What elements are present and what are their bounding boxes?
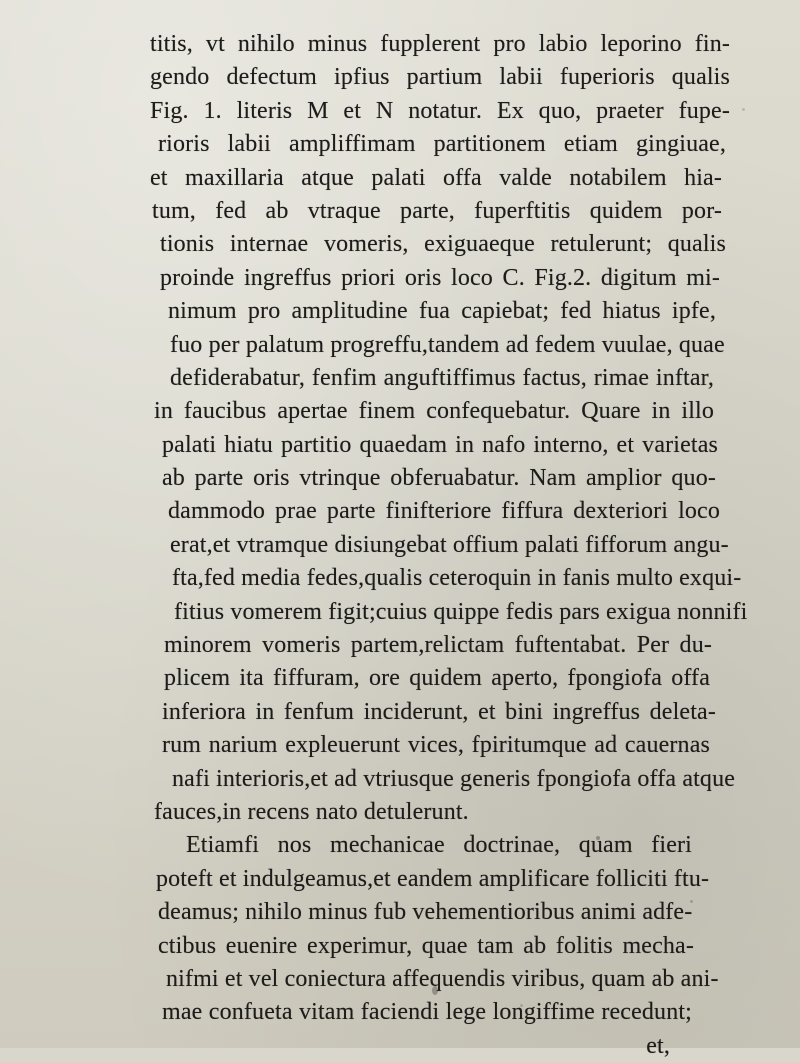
text-line: nafi interioris,et ad vtriusque generis fpongiofa offa atque	[172, 765, 736, 792]
text-line: et maxillaria atque palati offa valde notabilem hia-	[150, 164, 722, 191]
text-line: nimum pro amplitudine fua capiebat; fed hiatus ipfe,	[168, 298, 716, 325]
text-line: Fig. 1. literis M et N notatur. Ex quo, praeter fupe-	[150, 97, 730, 124]
text-line: rum narium expleuerunt vices, fpiritumque ad cauernas	[162, 732, 710, 759]
text-line: Etiamfi nos mechanicae doctrinae, quam fieri	[186, 832, 692, 859]
text-line: proinde ingreffus priori oris loco C. Fig.2. digitum mi-	[160, 264, 720, 291]
text-line: mae confueta vitam faciendi lege longiffime recedunt;	[162, 999, 692, 1026]
text-line: fuo per palatum progreffu,tandem ad fedem vuulae, quae	[170, 331, 725, 358]
text-line: tum, fed ab vtraque parte, fuperftitis quidem por-	[152, 197, 722, 224]
paper-speck	[520, 1004, 523, 1007]
text-line: minorem vomeris partem,relictam fuftentabat. Per du-	[164, 632, 712, 659]
text-line: inferiora in fenfum inciderunt, et bini ingreffus deleta-	[162, 698, 716, 725]
text-line: fta,fed media fedes,qualis ceteroquin in fanis multo exqui-	[172, 565, 742, 592]
paper-speck	[742, 108, 745, 111]
text-line: plicem ita fiffuram, ore quidem aperto, fpongiofa offa	[164, 665, 710, 692]
text-line: fauces,in recens nato detulerunt.	[154, 798, 469, 825]
text-line: fitius vomerem figit;cuius quippe fedis pars exigua nonnifi	[174, 598, 748, 625]
text-line: deamus; nihilo minus fub vehementioribus animi adfe-	[158, 899, 693, 926]
catchword: et,	[646, 1032, 670, 1059]
text-line: ab parte oris vtrinque obferuabatur. Nam amplior quo-	[162, 465, 716, 492]
text-line: tionis internae vomeris, exiguaeque retulerunt; qualis	[160, 231, 726, 258]
text-line: titis, vt nihilo minus fupplerent pro labio leporino fin-	[150, 31, 730, 57]
paper-speck	[690, 900, 693, 903]
text-line: gendo defectum ipfius partium labii fuperioris qualis	[150, 64, 730, 91]
paper-speck	[596, 836, 600, 840]
text-line: rioris labii ampliffimam partitionem etiam gingiuae,	[158, 131, 726, 158]
text-line: in faucibus apertae finem confequebatur. Quare in illo	[154, 398, 714, 425]
text-line: palati hiatu partitio quaedam in nafo interno, et varietas	[162, 431, 718, 458]
paper-speck	[432, 986, 438, 995]
text-line: ctibus euenire experimur, quae tam ab folitis mecha-	[158, 932, 694, 959]
text-line: poteft et indulgeamus,et eandem amplificare folliciti ftu-	[156, 865, 710, 892]
text-line: nifmi et vel coniectura affequendis viribus, quam ab ani-	[166, 965, 719, 992]
text-line: defiderabatur, fenfim anguftiffimus factus, rimae inftar,	[170, 364, 714, 391]
text-line: dammodo prae parte finifteriore fiffura dexteriori loco	[168, 498, 720, 525]
text-line: erat,et vtramque disiungebat offium palati fifforum angu-	[170, 531, 729, 558]
latin-text-body	[150, 28, 748, 1063]
